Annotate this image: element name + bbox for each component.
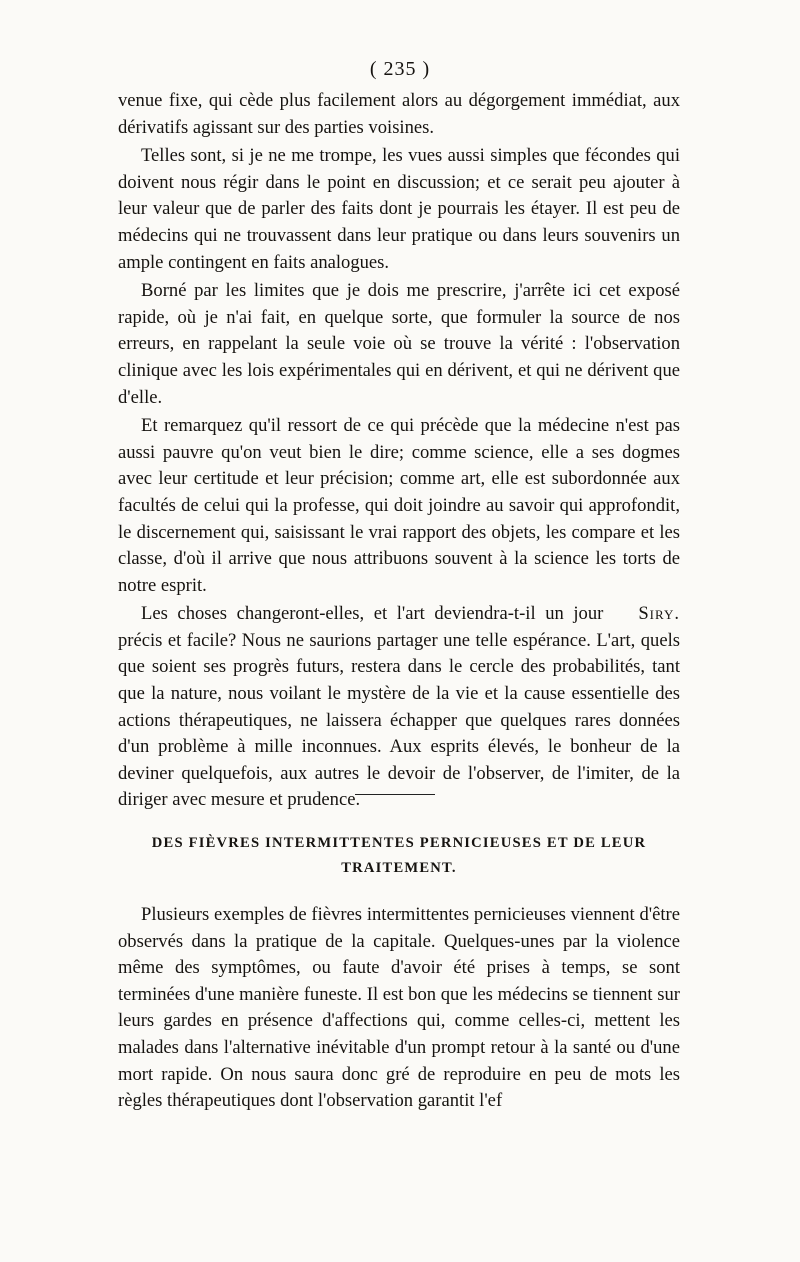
article-body bbox=[118, 902, 680, 1115]
paragraph: Et remarquez qu'il ressort de ce qui précède que la médecine n'est pas aussi pauvre qu'on veut bien le dire; comme science, elle a ses dogmes avec leur certitude et leur précision; comme art, elle est subordonnée aux facultés de celui qui la professe, qui doit joindre au savoir qui approfondit, le discernement qui, saisissant le vrai rapport des objets, les compare et les classe, d'où il arrive que nous attribuons souvent à la science les torts de notre esprit. bbox=[118, 415, 680, 596]
heading-line-2: TRAITEMENT. bbox=[341, 860, 457, 876]
paragraph: Borné par les limites que je dois me prescrire, j'arrête ici cet exposé rapide, où je n'ai fait, en quelque sorte, que formuler la source de nos erreurs, en rappelant la seule voie où se trouve la vérité : l'observation clinique avec les lois expérimentales qui en dérivent, et qui ne dérivent que d'elle. bbox=[118, 280, 680, 408]
paragraph-last bbox=[118, 601, 680, 814]
heading-line-1: DES FIÈVRES INTERMITTENTES PERNICIEUSES ET DE LEUR bbox=[151, 835, 647, 851]
section-heading bbox=[118, 831, 680, 881]
article-conclusion bbox=[118, 88, 680, 814]
paragraph: Plusieurs exemples de fièvres intermittentes pernicieuses viennent d'être observés dans la pratique de la capitale. Quelques-unes par la violence même des symptômes, ou faute d'avoir été prises à temps, se sont terminées d'une manière funeste. Il est bon que les médecins se tiennent sur leurs gardes en présence d'affections qui, comme celles-ci, mettent les malades dans l'alternative inévitable d'un prompt retour à la santé ou d'une mort rapide. On nous saura donc gré de reproduire en peu de mots les règles thérapeutiques dont l'observation garantit l'ef bbox=[118, 904, 680, 1112]
section-divider bbox=[355, 794, 435, 795]
author-signature: Siry. bbox=[638, 603, 680, 625]
page-number: ( 235 ) bbox=[369, 58, 431, 80]
paragraph: Telles sont, si je ne me trompe, les vues aussi simples que fécondes qui doivent nous régir dans le point en discussion; et ce serait peu ajouter à leur valeur que de parler des faits dont je pourrais les étayer. Il est peu de médecins qui ne trouvassent dans leur pratique ou dans leurs souvenirs un ample contingent en faits analogues. bbox=[118, 145, 680, 273]
paragraph: venue fixe, qui cède plus facilement alors au dégorgement immédiat, aux dérivatifs agissant sur des parties voisines. bbox=[118, 90, 680, 138]
paragraph-text: Les choses changeront-elles, et l'art deviendra-t-il un jour précis et facile? Nous ne saurions partager une telle espérance. L'art, quels que soient ses progrès futurs, restera dans le cercle des probabilités, tant que la nature, nous voilant le mystère de la vie et la cause essentielle des actions thérapeutiques, ne laissera échapper que quelques rares données d'un problème à mille inconnues. Aux esprits élevés, le bonheur de la deviner quelquefois, aux autres le devoir de l'observer, de l'imiter, de la diriger avec mesure et prudence. bbox=[118, 603, 680, 811]
